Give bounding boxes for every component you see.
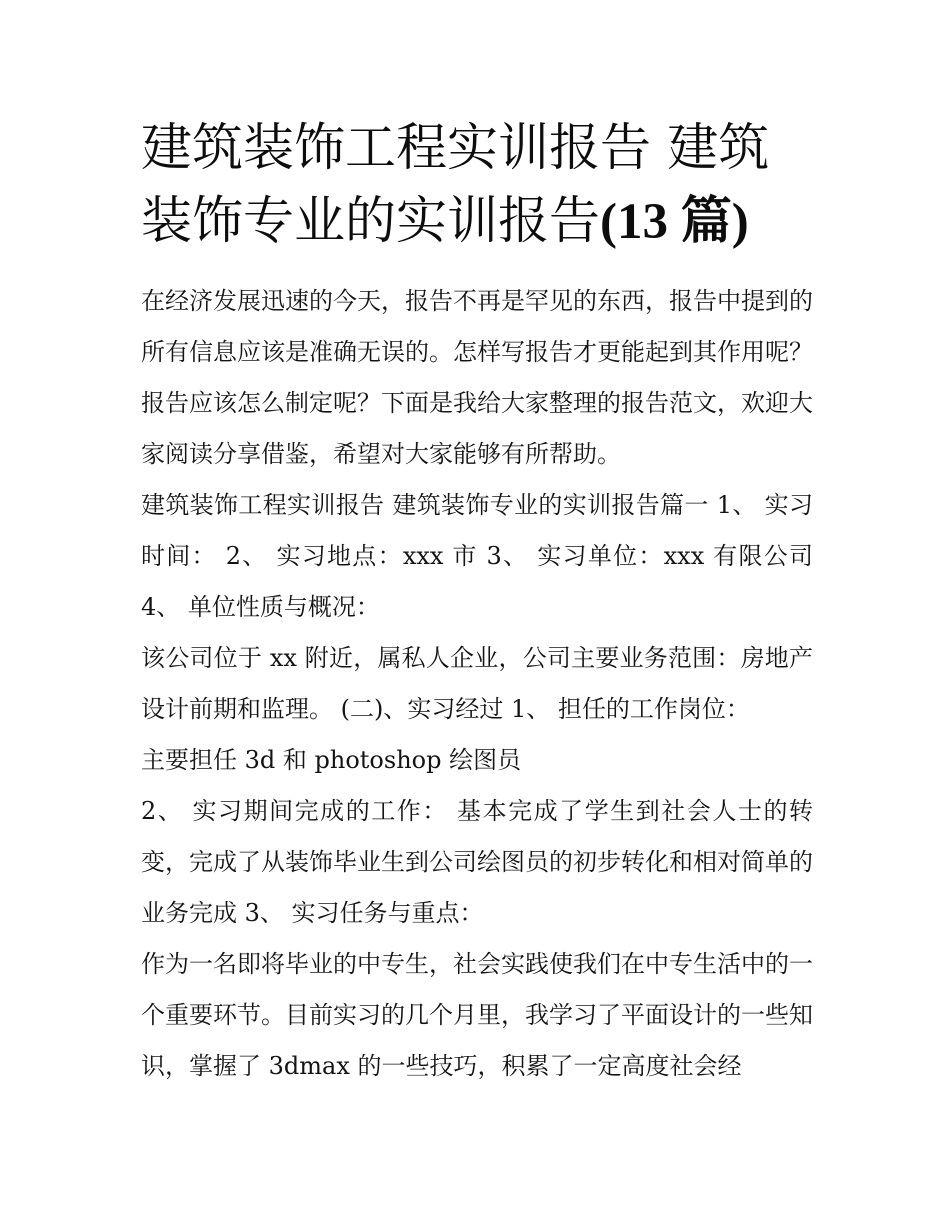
- document-title: [141, 112, 813, 259]
- reflection-paragraph: 作为一名即将毕业的中专生，社会实践使我们在中专生活中的一个重要环节。目前实习的几个月里，我学习了平面设计的一些知识，掌握了 3dmax 的一些技巧，积累了一定高度社会经: [141, 950, 813, 1080]
- job-role-paragraph: 主要担任 3d 和 photoshop 绘图员: [141, 746, 522, 774]
- document-title-count: (13 篇): [600, 194, 749, 250]
- company-overview-paragraph: 该公司位于 xx 附近，属私人企业，公司主要业务范围：房地产设计前期和监理。 (二)、实习经过 1、 担任的工作岗位：: [141, 644, 813, 723]
- intro-paragraph: 在经济发展迅速的今天，报告不再是罕见的东西，报告中提到的所有信息应该是准确无误的。怎样写报告才更能起到其作用呢？报告应该怎么制定呢？下面是我给大家整理的报告范文，欢迎大家阅读分享借鉴，希望对大家能够有所帮助。: [141, 287, 813, 468]
- document-body: [141, 276, 813, 1092]
- document-title-text: 建筑装饰工程实训报告 建筑装饰专业的实训报告: [141, 119, 770, 251]
- work-completed-paragraph: 2、 实习期间完成的工作： 基本完成了学生到社会人士的转变，完成了从装饰毕业生到公司绘图员的初步转化和相对简单的业务完成 3、 实习任务与重点：: [141, 797, 813, 927]
- internship-info-paragraph: 建筑装饰工程实训报告 建筑装饰专业的实训报告篇一 1、 实习时间： 2、 实习地点：xxx 市 3、 实习单位：xxx 有限公司 4、 单位性质与概况：: [141, 491, 813, 621]
